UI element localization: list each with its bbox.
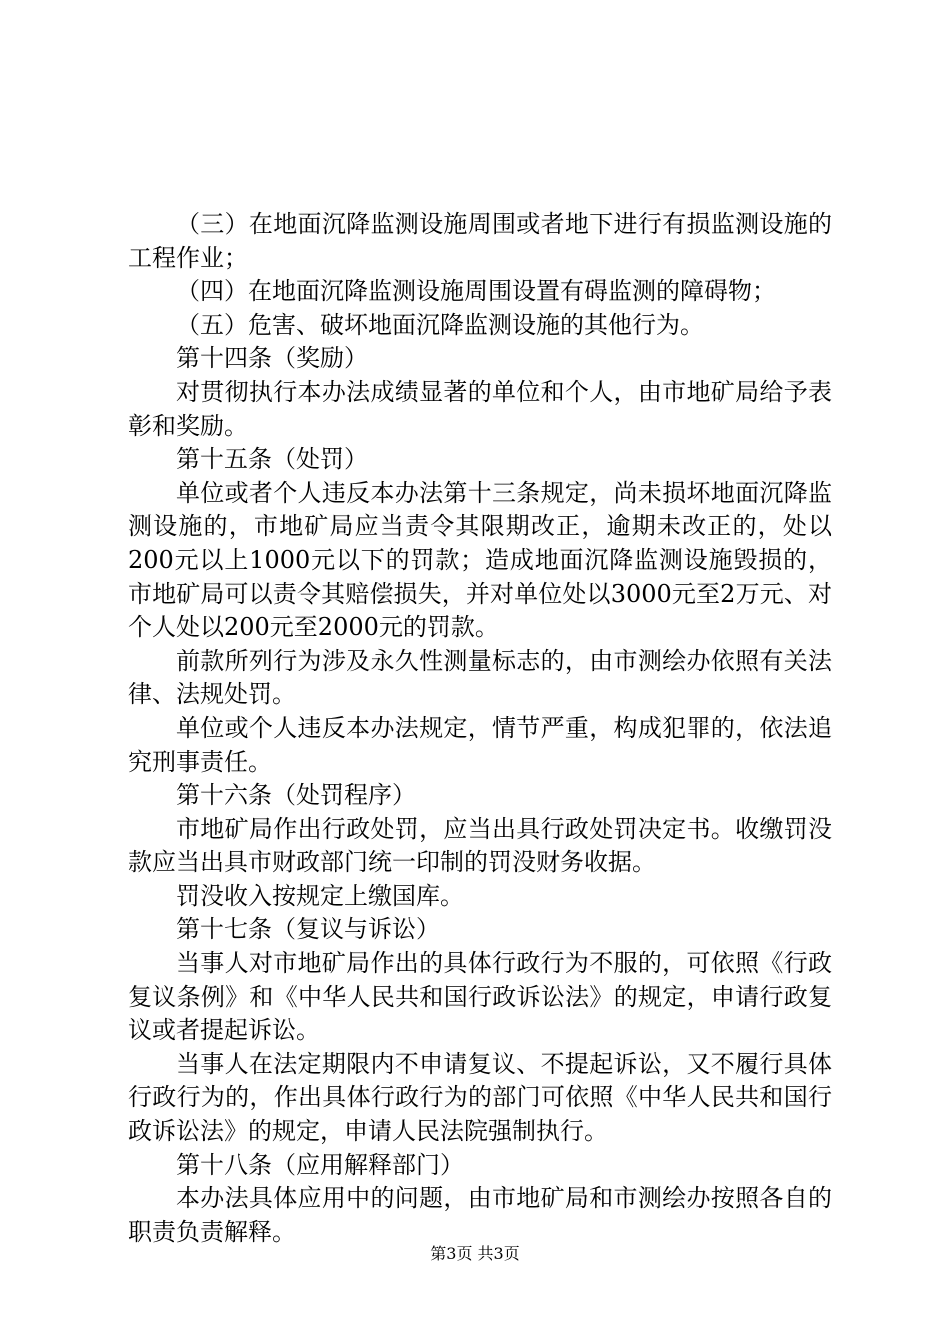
article-17-body-1: 当事人对市地矿局作出的具体行政行为不服的，可依照《行政复议条例》和《中华人民共和国行政诉讼法》的规定，申请行政复议或者提起诉讼。 xyxy=(128,949,832,1045)
document-body xyxy=(128,208,832,1249)
article-17-body-2: 当事人在法定期限内不申请复议、不提起诉讼，又不履行具体行政行为的，作出具体行政行为的部门可依照《中华人民共和国行政诉讼法》的规定，申请人民法院强制执行。 xyxy=(128,1049,832,1146)
article-16-body-1: 市地矿局作出行政处罚，应当出具行政处罚决定书。收缴罚没款应当出具市财政部门统一印制的罚没财务收据。 xyxy=(128,814,832,877)
paragraph-item-5: （五）危害、破坏地面沉降监测设施的其他行为。 xyxy=(176,310,704,339)
paragraph-item-4: （四）在地面沉降监测设施周围设置有碍监测的障碍物； xyxy=(176,277,776,306)
page-number-label: 第3页 共3页 xyxy=(430,1244,520,1263)
page-footer xyxy=(0,1244,950,1264)
article-heading-15: 第十五条（处罚） xyxy=(176,445,368,474)
paragraph-item-3: （三）在地面沉降监测设施周围或者地下进行有损监测设施的工程作业； xyxy=(128,210,832,272)
article-16-body-2: 罚没收入按规定上缴国库。 xyxy=(176,881,464,910)
article-15-body-3: 单位或个人违反本办法规定，情节严重，构成犯罪的，依法追究刑事责任。 xyxy=(128,713,832,776)
article-15-body-1: 单位或者个人违反本办法第十三条规定，尚未损坏地面沉降监测设施的，市地矿局应当责令其限期改正，逾期未改正的，处以200元以上1000元以下的罚款；造成地面沉降监测设施毁损的，市地矿局可以责令其赔偿损失，并对单位处以3000元至2万元、对个人处以200元至2000元的罚款。 xyxy=(128,478,832,642)
article-18-body: 本办法具体应用中的问题，由市地矿局和市测绘办按照各自的职责负责解释。 xyxy=(128,1184,832,1246)
article-14-body: 对贯彻执行本办法成绩显著的单位和个人，由市地矿局给予表彰和奖励。 xyxy=(128,377,832,440)
article-heading-17: 第十七条（复议与诉讼） xyxy=(176,915,440,944)
article-heading-18: 第十八条（应用解释部门） xyxy=(176,1150,464,1179)
article-heading-14: 第十四条（奖励） xyxy=(176,344,368,373)
article-15-body-2: 前款所列行为涉及永久性测量标志的，由市测绘办依照有关法律、法规处罚。 xyxy=(128,646,832,709)
article-heading-16: 第十六条（处罚程序） xyxy=(176,781,416,810)
